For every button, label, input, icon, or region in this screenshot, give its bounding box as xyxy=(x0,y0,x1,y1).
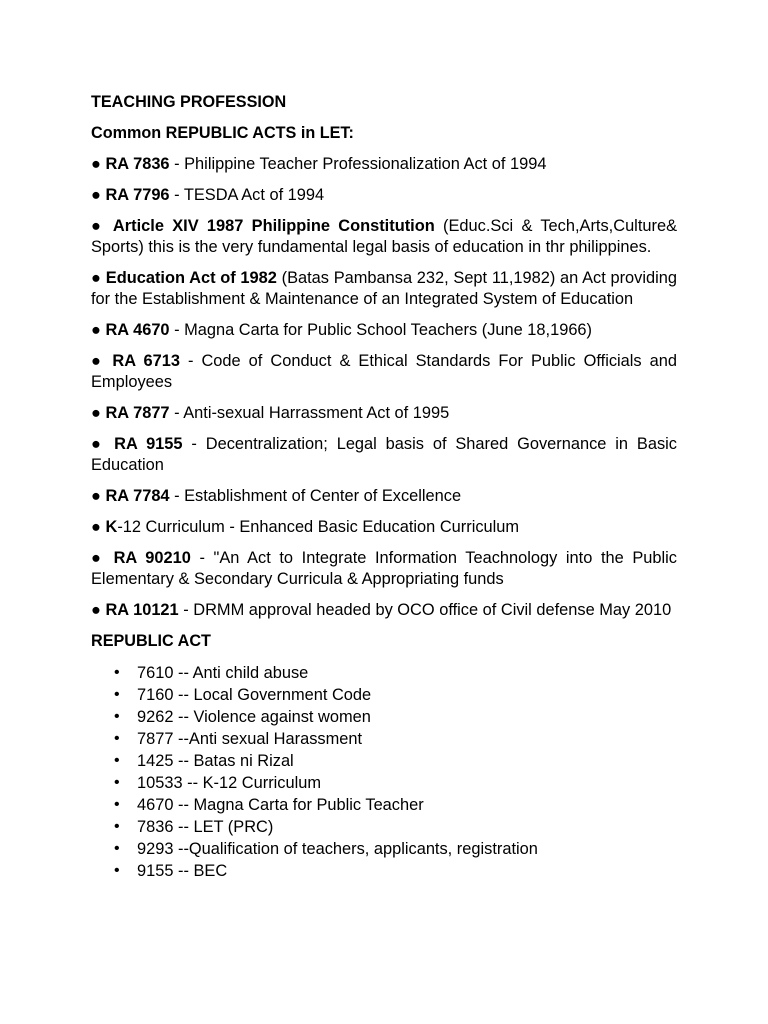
list-bullet-icon: • xyxy=(114,664,120,681)
bullet-icon: ● xyxy=(91,217,105,235)
bullet-icon: ● xyxy=(91,435,106,453)
acts-list xyxy=(91,154,677,621)
act-description: (Educ.Sci & Tech,Arts,Culture& Sports) this is the very fundamental legal basis of education in thr philippines. xyxy=(91,217,678,256)
act-code: RA 9155 xyxy=(114,435,183,453)
act-item xyxy=(91,434,677,476)
act-item xyxy=(91,154,677,175)
list-item-text: 7877 --Anti sexual Harassment xyxy=(137,730,363,748)
act-code: RA 4670 xyxy=(105,321,170,339)
list-item xyxy=(91,662,677,684)
list-item-text: 1425 -- Batas ni Rizal xyxy=(137,752,294,770)
act-description: - DRMM approval headed by OCO office of Civil defense May 2010 xyxy=(178,601,672,619)
list-item-text: 9262 -- Violence against women xyxy=(137,708,371,726)
act-code: Article XIV 1987 Philippine Constitution xyxy=(112,217,435,235)
list-bullet-icon: • xyxy=(114,730,120,747)
list-item xyxy=(91,860,677,882)
act-code: RA 7877 xyxy=(105,404,170,422)
list-bullet-icon: • xyxy=(114,708,120,725)
list-item xyxy=(91,772,677,794)
act-description: - TESDA Act of 1994 xyxy=(169,186,325,204)
act-code: RA 90210 xyxy=(113,549,191,567)
list-bullet-icon: • xyxy=(114,862,120,879)
list-item-text: 4670 -- Magna Carta for Public Teacher xyxy=(137,796,424,814)
list-item-text: 7160 -- Local Government Code xyxy=(137,686,372,704)
list-bullet-icon: • xyxy=(114,818,120,835)
act-description: (Batas Pambansa 232, Sept 11,1982) an Act providing for the Establishment & Maintenance of an Integrated System of Education xyxy=(91,269,677,308)
act-description: - Magna Carta for Public School Teachers (June 18,1966) xyxy=(169,321,593,339)
bullet-icon: ● xyxy=(91,352,105,370)
act-code: RA 6713 xyxy=(112,352,180,370)
act-item xyxy=(91,403,677,424)
list-bullet-icon: • xyxy=(114,752,120,769)
list-item-text: 9155 -- BEC xyxy=(137,862,228,880)
act-description: - Anti-sexual Harrassment Act of 1995 xyxy=(169,404,450,422)
act-code: K xyxy=(105,518,118,536)
act-code: RA 7784 xyxy=(105,487,170,505)
act-code: RA 10121 xyxy=(105,601,179,619)
act-description: - Code of Conduct & Ethical Standards For Public Officials and Employees xyxy=(91,352,677,391)
act-item xyxy=(91,216,677,258)
bullet-icon: ● xyxy=(91,186,101,204)
act-description: - Establishment of Center of Excellence xyxy=(169,487,462,505)
act-code: RA 7836 xyxy=(105,155,170,173)
act-item xyxy=(91,351,677,393)
list-item xyxy=(91,684,677,706)
bullet-icon: ● xyxy=(91,269,102,287)
act-item xyxy=(91,600,677,621)
list-item-text: 7610 -- Anti child abuse xyxy=(137,664,309,682)
list-item xyxy=(91,750,677,772)
act-description: - "An Act to Integrate Information Teachnology into the Public Elementary & Secondary Curricula & Appropriating funds xyxy=(91,549,677,588)
bullet-icon: ● xyxy=(91,155,101,173)
bullet-icon: ● xyxy=(91,404,101,422)
bullet-icon: ● xyxy=(91,549,105,567)
act-code: Education Act of 1982 xyxy=(105,269,277,287)
list-item xyxy=(91,816,677,838)
act-item xyxy=(91,268,677,310)
act-item xyxy=(91,185,677,206)
act-item xyxy=(91,517,677,538)
list-item-text: 10533 -- K-12 Curriculum xyxy=(137,774,322,792)
bullet-icon: ● xyxy=(91,487,101,505)
act-description: - Decentralization; Legal basis of Shared Governance in Basic Education xyxy=(91,435,677,474)
republic-act-heading: REPUBLIC ACT xyxy=(91,632,211,650)
act-item xyxy=(91,320,677,341)
document-body xyxy=(91,92,677,882)
list-bullet-icon: • xyxy=(114,796,120,813)
page-title: TEACHING PROFESSION xyxy=(91,93,287,111)
bullet-icon: ● xyxy=(91,518,101,536)
bullet-icon: ● xyxy=(91,321,101,339)
bullet-icon: ● xyxy=(91,601,101,619)
list-item xyxy=(91,838,677,860)
list-item-text: 9293 --Qualification of teachers, applicants, registration xyxy=(137,840,538,858)
list-item-text: 7836 -- LET (PRC) xyxy=(137,818,274,836)
act-item xyxy=(91,486,677,507)
act-item xyxy=(91,548,677,590)
list-bullet-icon: • xyxy=(114,774,120,791)
list-item xyxy=(91,728,677,750)
list-bullet-icon: • xyxy=(114,686,120,703)
list-item xyxy=(91,794,677,816)
list-bullet-icon: • xyxy=(114,840,120,857)
act-description: - Philippine Teacher Professionalization Act of 1994 xyxy=(169,155,547,173)
section-subtitle: Common REPUBLIC ACTS in LET: xyxy=(91,124,354,142)
act-description: -12 Curriculum - Enhanced Basic Education Curriculum xyxy=(117,518,520,536)
list-item xyxy=(91,706,677,728)
republic-act-list xyxy=(91,662,677,882)
act-code: RA 7796 xyxy=(105,186,170,204)
